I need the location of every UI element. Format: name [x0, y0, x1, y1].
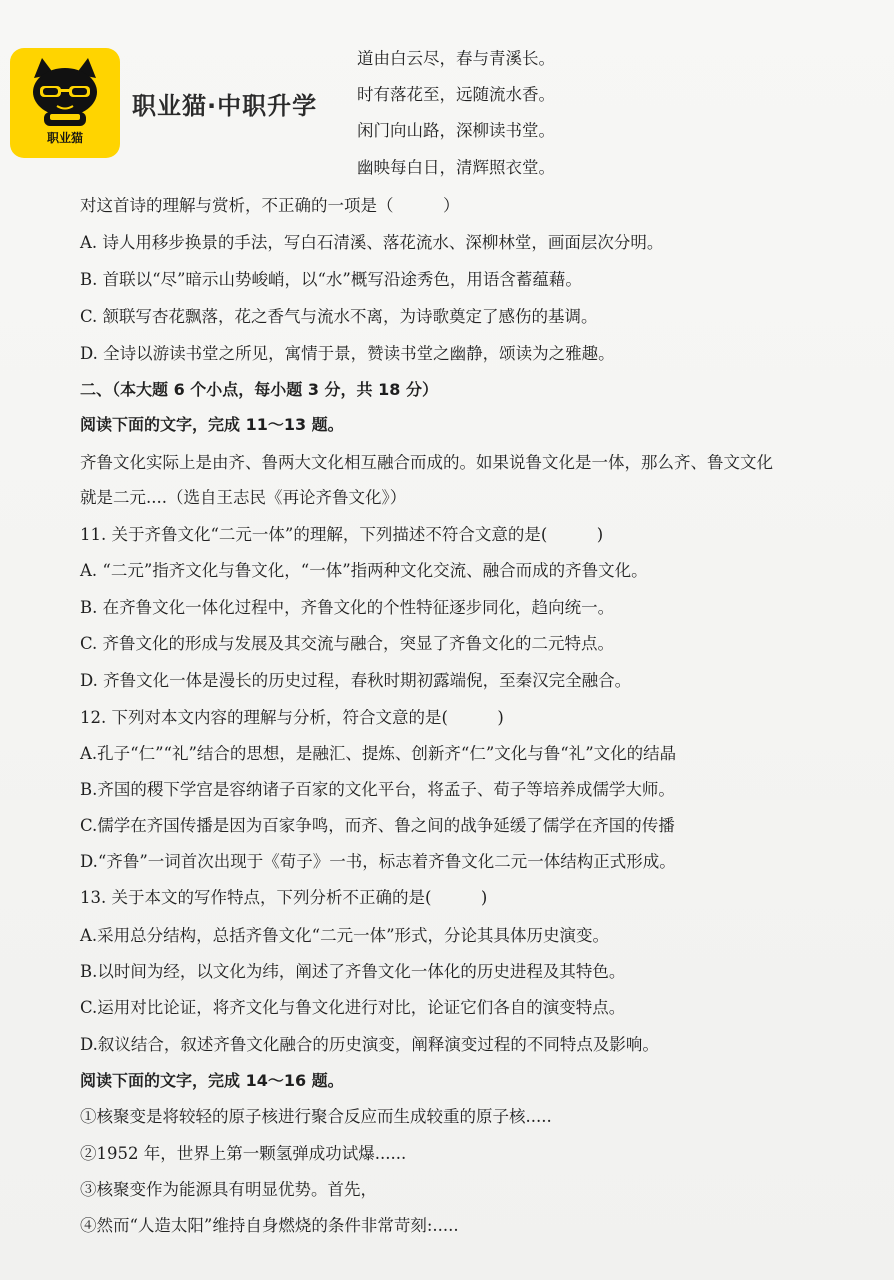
question-11-option-b: B. 在齐鲁文化一体化过程中，齐鲁文化的个性特征逐步同化，趋向统一。 — [80, 598, 615, 617]
question-12-option-c: C.儒学在齐国传播是因为百家争鸣，而齐、鲁之间的战争延缓了儒学在齐国的传播 — [80, 816, 675, 835]
question-10-option-a: A. 诗人用移步换景的手法，写白石清溪、落花流水、深柳林堂，画面层次分明。 — [80, 233, 664, 252]
question-13-option-c: C.运用对比论证，将齐文化与鲁文化进行对比，论证它们各自的演变特点。 — [80, 998, 626, 1017]
question-13-option-a: A.采用总分结构，总括齐鲁文化“二元一体”形式，分论其具体历史演变。 — [80, 926, 610, 945]
poem-line: 道由白云尽，春与青溪长。 — [357, 49, 555, 68]
passage-item: ③核聚变作为能源具有明显优势。首先， — [80, 1180, 377, 1199]
logo — [10, 48, 120, 158]
passage-line: 就是二元....（选自王志民《再论齐鲁文化》） — [80, 488, 407, 507]
question-13-option-b: B.以时间为经，以文化为纬，阐述了齐鲁文化一体化的历史进程及其特色。 — [80, 962, 626, 981]
question-13-stem: 13. 关于本文的写作特点，下列分析不正确的是( ) — [80, 888, 488, 907]
question-10-option-c: C. 颔联写杏花飘落，花之香气与流水不离，为诗歌奠定了感伤的基调。 — [80, 307, 598, 326]
question-11-option-d: D. 齐鲁文化一体是漫长的历史过程，春秋时期初露端倪，至秦汉完全融合。 — [80, 671, 632, 690]
poem-line: 闲门向山路，深柳读书堂。 — [357, 121, 555, 140]
question-11-option-a: A. “二元”指齐文化与鲁文化，“一体”指两种文化交流、融合而成的齐鲁文化。 — [80, 561, 648, 580]
logo-sub-label: 职业猫 — [46, 131, 83, 145]
passage-item: ②1952 年，世界上第一颗氢弹成功试爆...... — [80, 1144, 407, 1163]
question-13-option-d: D.叙议结合，叙述齐鲁文化融合的历史演变，阐释演变过程的不同特点及影响。 — [80, 1035, 659, 1054]
section-header: 二、（本大题 6 个小点，每小题 3 分，共 18 分） — [80, 380, 438, 399]
question-12-option-b: B.齐国的稷下学宫是容纳诸子百家的文化平台，将孟子、荀子等培养成儒学大师。 — [80, 780, 675, 799]
reading-title: 阅读下面的文字，完成 11～13 题。 — [80, 415, 344, 434]
reading-title: 阅读下面的文字，完成 14～16 题。 — [80, 1071, 344, 1090]
passage-item: ④然而“人造太阳”维持自身燃烧的条件非常苛刻:..... — [80, 1216, 459, 1235]
question-12-option-d: D.“齐鲁”一词首次出现于《荀子》一书，标志着齐鲁文化二元一体结构正式形成。 — [80, 852, 676, 871]
poem-line: 幽映每白日，清辉照衣堂。 — [357, 158, 555, 177]
passage-line: 齐鲁文化实际上是由齐、鲁两大文化相互融合而成的。如果说鲁文化是一体，那么齐、鲁文文化 — [80, 453, 773, 472]
poem-line: 时有落花至，远随流水香。 — [357, 85, 555, 104]
question-12-option-a: A.孔子“仁”“礼”结合的思想，是融汇、提炼、创新齐“仁”文化与鲁“礼”文化的结晶 — [80, 744, 677, 763]
passage-item: ①核聚变是将较轻的原子核进行聚合反应而生成较重的原子核..... — [80, 1107, 552, 1126]
question-10-option-d: D. 全诗以游读书堂之所见，寓情于景，赞读书堂之幽静，颂读为之雅趣。 — [80, 344, 615, 363]
question-10-option-b: B. 首联以“尽”暗示山势峻峭，以“水”概写沿途秀色，用语含蓄蕴藉。 — [80, 270, 582, 289]
question-11-option-c: C. 齐鲁文化的形成与发展及其交流与融合，突显了齐鲁文化的二元特点。 — [80, 634, 615, 653]
question-10-stem: 对这首诗的理解与赏析，不正确的一项是（ ） — [80, 196, 460, 215]
question-11-stem: 11. 关于齐鲁文化“二元一体”的理解，下列描述不符合文意的是( ) — [80, 525, 604, 544]
question-12-stem: 12. 下列对本文内容的理解与分析，符合文意的是( ) — [80, 708, 504, 727]
brand-title: 职业猫·中职升学 — [132, 92, 318, 120]
